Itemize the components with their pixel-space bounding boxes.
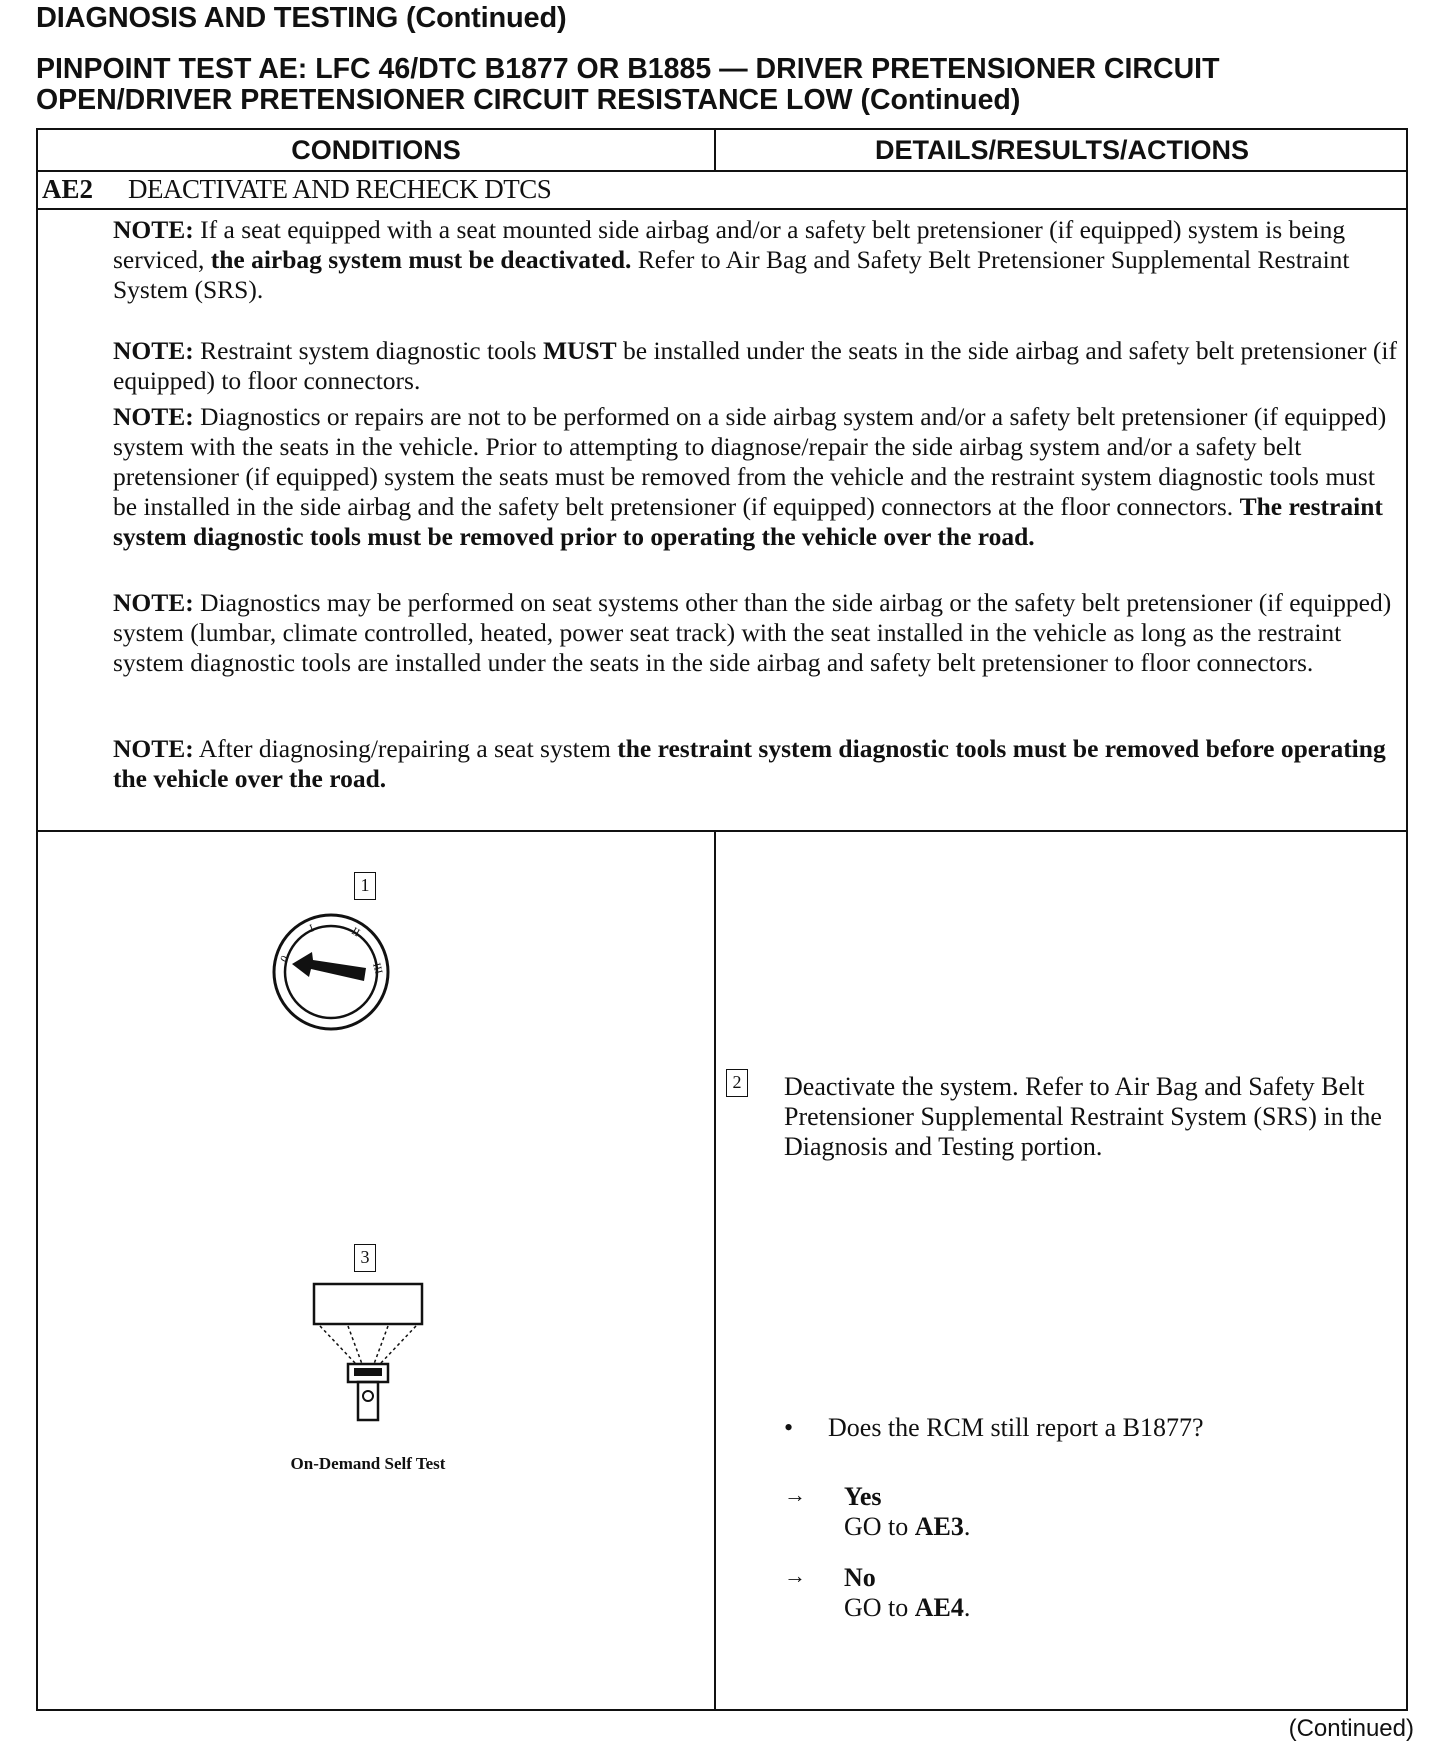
answer-no: [844, 1563, 970, 1623]
step-number-box-2: 2: [726, 1069, 748, 1097]
table-header-row: [38, 130, 1406, 172]
answer-no-period: .: [963, 1593, 971, 1622]
note-bold-text: MUST: [542, 336, 617, 365]
question-bullet: •: [784, 1413, 794, 1442]
step-row: [38, 170, 1406, 210]
ignition-label-start: III: [370, 961, 385, 976]
test-title-line-1: PINPOINT TEST AE: LFC 46/DTC B1877 OR B1885 — DRIVER PRETENSIONER CIRCUIT: [36, 53, 1220, 85]
question-text: Does the RCM still report a B1877?: [828, 1413, 1204, 1442]
note-label: NOTE:: [113, 588, 194, 617]
note-text: Diagnostics may be performed on seat systems other than the side airbag or the safety belt pretensioner (if equipped) system (lumbar, climate controlled, heated, power seat track) with the seat installed in the vehicle as long as the restraint system diagnostic tools are installed under the seats in the side airbag and safety belt pretensioner to floor connectors.: [113, 588, 1392, 677]
note-text: Refer to Air Bag and Safety Belt Pretensioner Supplemental Restraint System (SRS).: [113, 245, 1350, 304]
answer-yes-period: .: [963, 1512, 971, 1541]
note-3: [113, 402, 1403, 552]
note-bold-text: the airbag system must be deactivated.: [210, 245, 632, 274]
note-label: NOTE:: [113, 336, 194, 365]
note-1: [113, 215, 1403, 305]
no-arrow-icon: →: [784, 1563, 806, 1588]
note-label: NOTE:: [113, 215, 194, 244]
answer-no-label: No: [844, 1563, 876, 1592]
deactivate-instruction: Deactivate the system. Refer to Air Bag and Safety Belt Pretensioner Supplemental Restraint System (SRS) in the Diagnosis and Testing portion.: [784, 1072, 1382, 1161]
answer-no-target: AE4: [914, 1593, 964, 1622]
figure-caption: On-Demand Self Test: [290, 1454, 446, 1473]
note-label: NOTE:: [113, 402, 194, 431]
diagnostic-tool-icon: [308, 1282, 428, 1442]
continued-footer: (Continued): [1288, 1715, 1414, 1742]
ignition-label-acc: I: [307, 922, 316, 935]
answer-yes-label: Yes: [844, 1482, 882, 1511]
pinpoint-test-table: [36, 128, 1408, 1711]
ignition-label-run: II: [349, 925, 362, 940]
note-text: Diagnostics or repairs are not to be performed on a side airbag system and/or a safety belt pretensioner (if equipped) system with the seats in the vehicle. Prior to attempting to diagnose/repair the side airbag system and/or a safety belt pretensioner (if equipped) system the seats must be removed from the vehicle and the restraint system diagnostic tools must be installed in the side airbag and the safety belt pretensioner (if equipped) connectors at the floor connectors.: [113, 402, 1387, 521]
note-bold-text: the restraint system diagnostic tools must be removed before operating the vehicle over the road.: [113, 734, 1386, 793]
note-bold-text: The restraint system diagnostic tools must be removed prior to operating the vehicle over the road.: [113, 492, 1383, 551]
conditions-cell: [38, 830, 714, 1709]
note-text: be installed under the seats in the side airbag and safety belt pretensioner (if equipped) to floor connectors.: [113, 336, 1397, 395]
answer-yes-action: GO to: [844, 1512, 915, 1541]
note-2: [113, 336, 1403, 396]
ignition-switch-icon: [266, 906, 396, 1036]
note-4: [113, 588, 1403, 678]
note-label: NOTE:: [113, 734, 194, 763]
pinpoint-test-title: [36, 54, 1426, 116]
step-number-box-1: 1: [354, 872, 376, 900]
test-title-line-2: OPEN/DRIVER PRETENSIONER CIRCUIT RESISTANCE LOW (Continued): [36, 84, 1021, 116]
details-cell: [714, 830, 1408, 1709]
notes-section: [38, 208, 1406, 832]
step-id: AE2: [42, 174, 94, 204]
step-title: DEACTIVATE AND RECHECK DTCS: [128, 174, 552, 204]
note-text: Restraint system diagnostic tools: [193, 336, 543, 365]
ignition-label-off: 0: [278, 953, 292, 965]
conditions-column-header: CONDITIONS: [291, 135, 461, 165]
note-text: After diagnosing/repairing a seat system: [193, 734, 618, 763]
page-header: DIAGNOSIS AND TESTING (Continued): [36, 2, 567, 34]
answer-yes: [844, 1482, 970, 1542]
answer-yes-target: AE3: [914, 1512, 964, 1541]
note-5: [113, 734, 1403, 794]
step-number-box-3: 3: [354, 1244, 376, 1272]
details-column-header: DETAILS/RESULTS/ACTIONS: [714, 130, 1408, 170]
yes-arrow-icon: →: [784, 1482, 806, 1507]
answer-no-action: GO to: [844, 1593, 915, 1622]
note-text: If a seat equipped with a seat mounted side airbag and/or a safety belt pretensioner (if equipped) system is being serviced,: [113, 215, 1346, 274]
